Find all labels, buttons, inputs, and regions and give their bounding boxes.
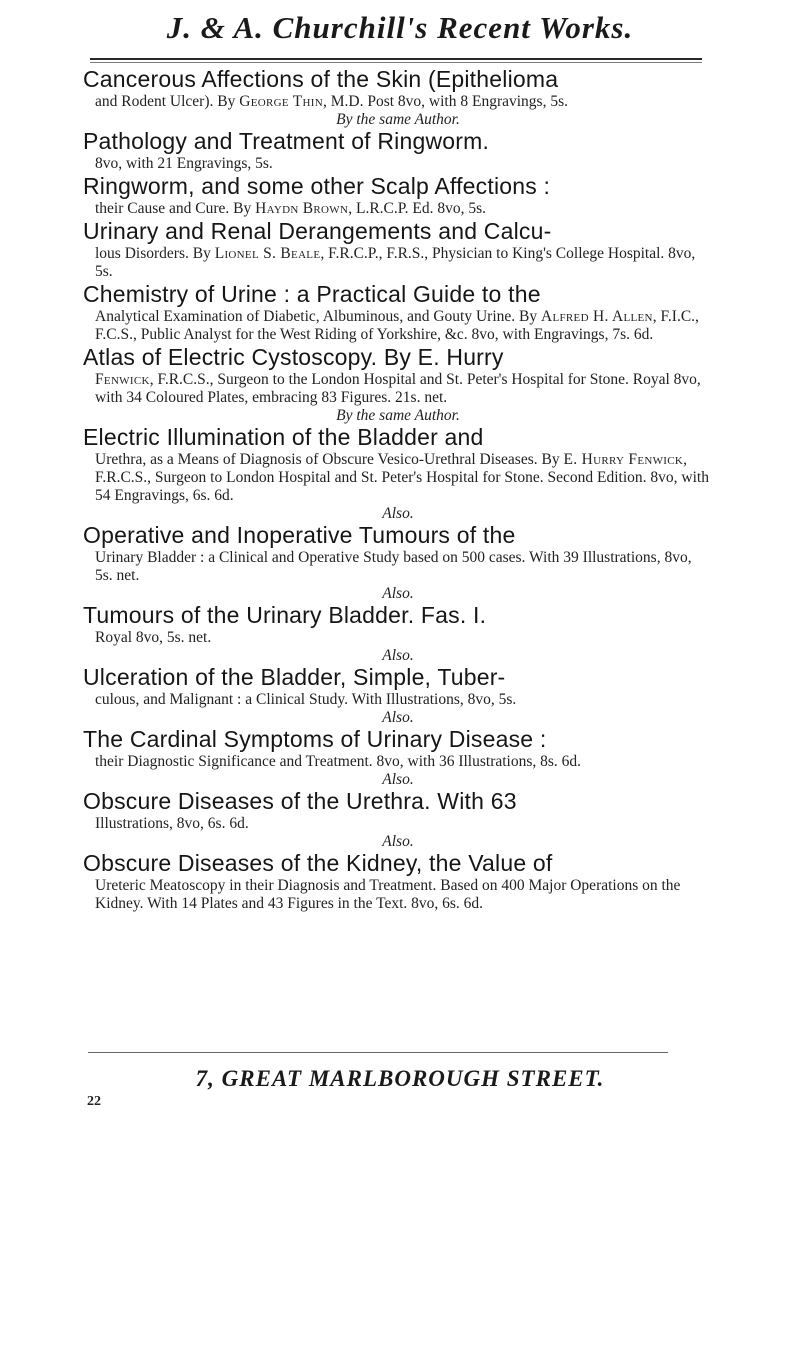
book-note: Also.	[382, 833, 414, 850]
book-note: By the same Author.	[336, 111, 460, 128]
book-title: Electric Illumination of the Bladder and	[83, 424, 484, 450]
book-note: Also.	[382, 505, 414, 522]
publisher-header: J. & A. Churchill's Recent Works.	[166, 10, 634, 45]
book-description: Royal 8vo, 5s. net.	[95, 629, 212, 646]
book-entry-obscure-kidney	[83, 850, 713, 913]
book-author: Haydn Brown	[255, 200, 349, 217]
book-title: Operative and Inoperative Tumours of the	[83, 522, 516, 548]
book-author: E. Hurry Fenwick	[563, 451, 684, 468]
book-note: Also.	[382, 709, 414, 726]
book-description: and Rodent Ulcer). By George Thin, M.D. Post 8vo, with 8 Engravings, 5s.	[95, 93, 568, 110]
book-description: Fenwick, F.R.C.S., Surgeon to the London Hospital and St. Peter's Hospital for Stone. Royal 8vo, with 34 Coloured Plates, embracing 83 Figures. 21s. net.	[95, 371, 701, 406]
book-title: Cancerous Affections of the Skin (Epithelioma	[83, 66, 559, 92]
book-title: Pathology and Treatment of Ringworm.	[83, 128, 490, 154]
publisher-address: 7, GREAT MARLBOROUGH STREET.	[195, 1066, 605, 1091]
header-rule-thin	[90, 62, 702, 63]
book-entry-cardinal-symptoms	[83, 726, 713, 788]
book-description: Ureteric Meatoscopy in their Diagnosis and Treatment. Based on 400 Major Operations on the Kidney. With 14 Plates and 43 Figures in the Text. 8vo, 6s. 6d.	[95, 877, 681, 912]
book-author: Alfred H. Allen	[540, 308, 653, 325]
book-entry-scalp-affections	[83, 173, 713, 218]
book-description: their Cause and Cure. By Haydn Brown, L.R.C.P. Ed. 8vo, 5s.	[95, 200, 487, 217]
book-title: Ulceration of the Bladder, Simple, Tuber-	[83, 664, 506, 690]
book-title: Obscure Diseases of the Urethra. With 63	[83, 788, 517, 814]
book-author: George Thin	[239, 93, 323, 110]
book-author: Lionel S. Beale	[214, 245, 321, 262]
book-entry-obscure-urethra	[83, 788, 713, 850]
book-entry-chemistry-urine	[83, 281, 713, 344]
book-entry-ringworm-pathology	[83, 128, 713, 173]
book-title: Obscure Diseases of the Kidney, the Value of	[83, 850, 553, 876]
book-title: Tumours of the Urinary Bladder. Fas. I.	[83, 602, 487, 628]
book-entry-cystoscopy-atlas	[83, 344, 713, 424]
book-description: Urethra, as a Means of Diagnosis of Obscure Vesico-Urethral Diseases. By E. Hurry Fenwick, F.R.C.S., Surgeon to London Hospital and St. Peter's Hospital for Stone. Second Edition. 8vo, with 54 Engravings, 6s. 6d.	[95, 451, 709, 504]
book-note: Also.	[382, 647, 414, 664]
book-description: culous, and Malignant : a Clinical Study. With Illustrations, 8vo, 5s.	[95, 691, 517, 708]
book-description: their Diagnostic Significance and Treatment. 8vo, with 36 Illustrations, 8s. 6d.	[95, 753, 582, 770]
header-rule	[90, 58, 702, 60]
book-list	[83, 66, 713, 913]
book-entry-cancerous-affections	[83, 66, 713, 128]
book-entry-tumours-bladder	[83, 602, 713, 664]
book-description: lous Disorders. By Lionel S. Beale, F.R.C.P., F.R.S., Physician to King's College Hospital. 8vo, 5s.	[95, 245, 696, 280]
book-title: Ringworm, and some other Scalp Affections :	[83, 173, 551, 199]
book-entry-ulceration-bladder	[83, 664, 713, 726]
book-title: The Cardinal Symptoms of Urinary Disease :	[83, 726, 547, 752]
book-entry-electric-illumination	[83, 424, 713, 522]
book-title: Atlas of Electric Cystoscopy. By E. Hurry	[83, 344, 504, 370]
book-note: By the same Author.	[336, 407, 460, 424]
book-entry-operative-tumours	[83, 522, 713, 602]
book-author: Fenwick	[95, 371, 150, 388]
page-number: 22	[87, 1094, 101, 1109]
book-note: Also.	[382, 585, 414, 602]
book-description: 8vo, with 21 Engravings, 5s.	[95, 155, 273, 172]
book-description: Urinary Bladder : a Clinical and Operative Study based on 500 cases. With 39 Illustrations, 8vo, 5s. net.	[95, 549, 692, 584]
book-description: Analytical Examination of Diabetic, Albuminous, and Gouty Urine. By Alfred H. Allen, F.I.C., F.C.S., Public Analyst for the West Riding of Yorkshire, &c. 8vo, with Engravings, 7s. 6d.	[95, 308, 699, 343]
book-note: Also.	[382, 771, 414, 788]
book-title: Urinary and Renal Derangements and Calcu-	[83, 218, 552, 244]
book-entry-urinary-renal	[83, 218, 713, 281]
book-title: Chemistry of Urine : a Practical Guide to the	[83, 281, 541, 307]
footer-rule	[88, 1052, 668, 1053]
book-description: Illustrations, 8vo, 6s. 6d.	[95, 815, 249, 832]
